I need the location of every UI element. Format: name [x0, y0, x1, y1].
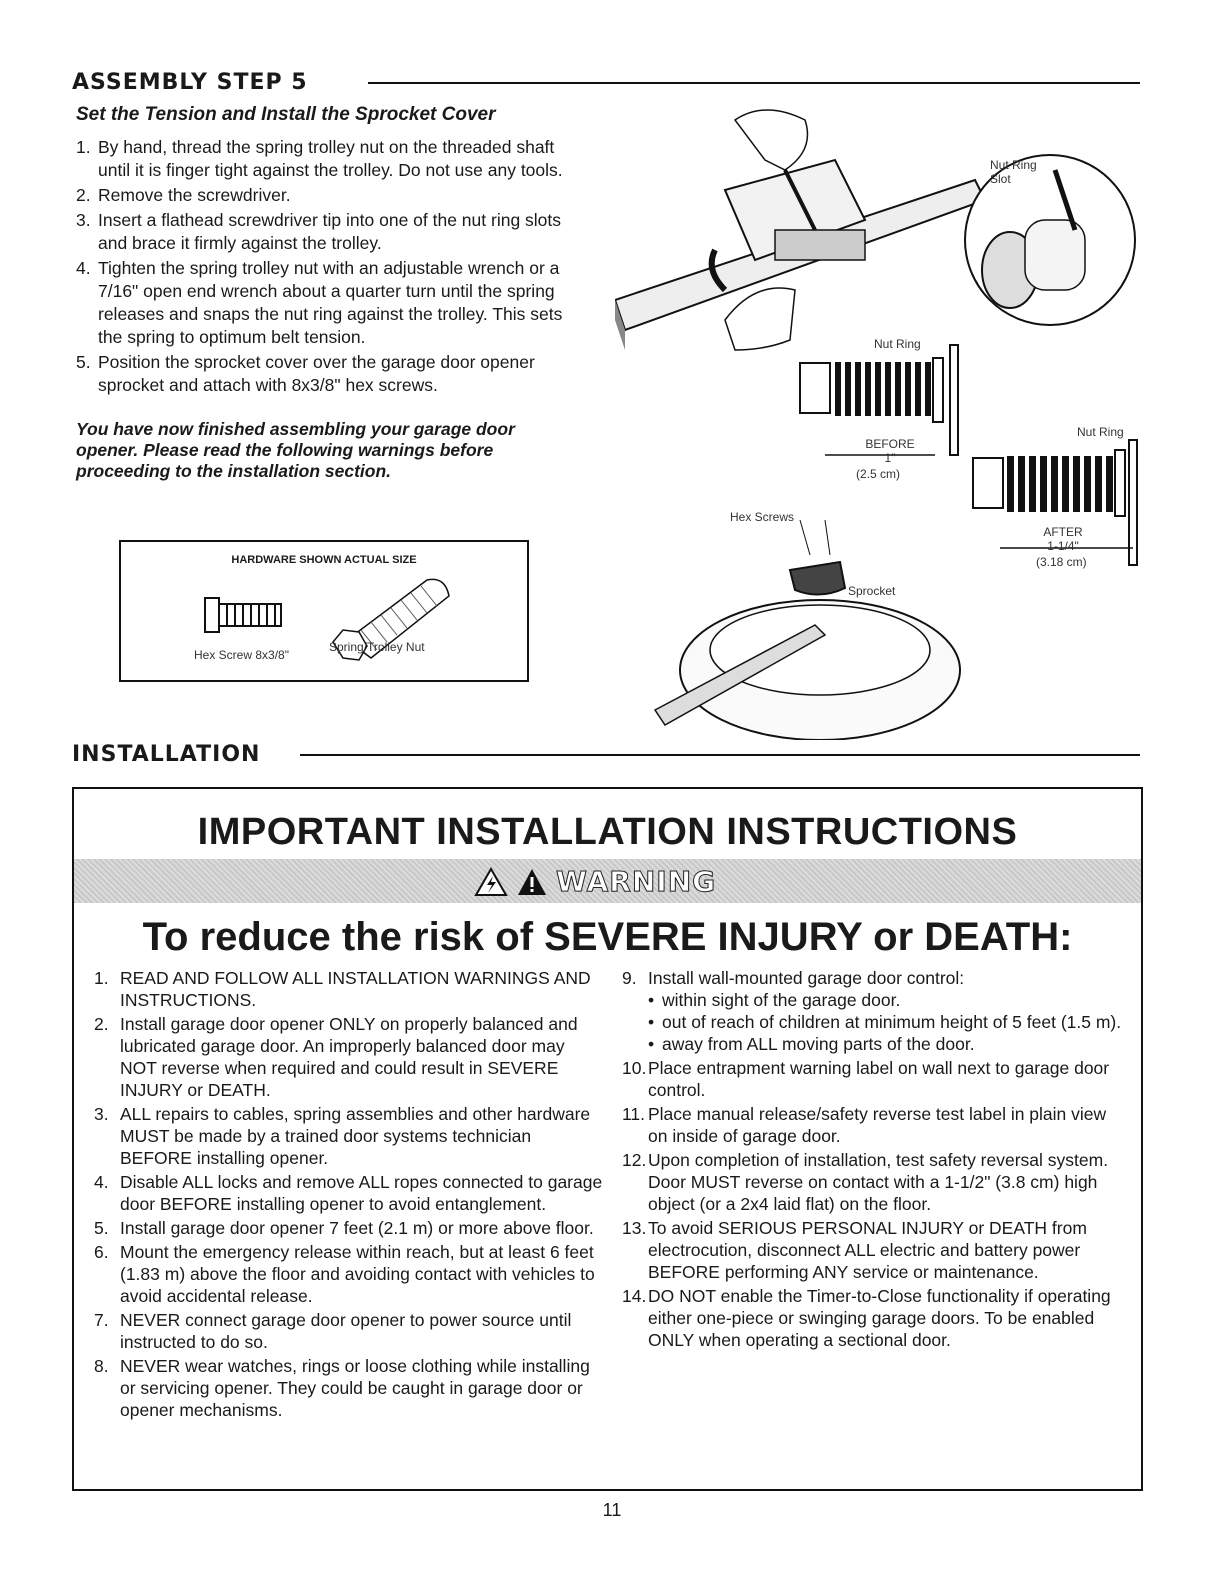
- list-item: 3. Insert a flathead screwdriver tip into one of the nut ring slots and brace it firmly against the trolley.: [76, 210, 562, 253]
- warning-word: WARNING: [556, 865, 717, 898]
- list-item: 5. Position the sprocket cover over the garage door opener sprocket and attach with 8x3/8" hex screws.: [76, 352, 535, 395]
- installation-rule: [300, 754, 1140, 756]
- sprocket-label: Sprocket: [848, 584, 896, 598]
- nut-ring-before-label: Nut Ring: [874, 337, 921, 351]
- list-item: 7. NEVER connect garage door opener to power source until instructed to do so.: [94, 1310, 572, 1352]
- warning-bar: [74, 859, 1141, 903]
- assembly-subtitle: Set the Tension and Install the Sprocket Cover: [76, 104, 496, 125]
- trolley-nut-label: Spring/Trolley Nut: [329, 640, 425, 654]
- after-metric-label: (3.18 cm): [1036, 555, 1087, 569]
- bullet-item: • away from ALL moving parts of the door.: [648, 1033, 1127, 1055]
- list-item: 9. Install wall-mounted garage door control: • within sight of the garage door. • out of reach of children at minimum height of 5 feet (1.5 m). • away from ALL moving parts of the door.: [622, 967, 1127, 1055]
- page-number: 11: [602, 1500, 622, 1520]
- hex-screws-label: Hex Screws: [730, 510, 795, 524]
- finish-note: You have now finished assembling your garage door opener. Please read the following warnings before proceeding to the installation section.: [76, 419, 515, 481]
- warning-box: [72, 787, 1143, 1491]
- list-item: 11. Place manual release/safety reverse test label in plain view on inside of garage door.: [622, 1104, 1107, 1146]
- list-item: 4. Tighten the spring trolley nut with an adjustable wrench or a 7/16" open end wrench about a quarter turn until the spring releases and snaps the nut ring against the trolley. This sets the spring to optimum belt tension.: [76, 258, 563, 347]
- trolley-nut-icon: [327, 570, 457, 670]
- risk-title: To reduce the risk of SEVERE INJURY or DEATH:: [142, 915, 1073, 959]
- list-item: 3. ALL repairs to cables, spring assemblies and other hardware MUST be made by a trained door systems technician BEFORE installing opener.: [94, 1104, 591, 1168]
- list-item: 4. Disable ALL locks and remove ALL ropes connected to garage door BEFORE installing opener to avoid entanglement.: [94, 1172, 603, 1214]
- list-item: 1. READ AND FOLLOW ALL INSTALLATION WARNINGS AND INSTRUCTIONS.: [94, 968, 591, 1010]
- hex-screw-label: Hex Screw 8x3/8": [194, 648, 289, 662]
- before-label: BEFORE 1": [865, 437, 915, 465]
- before-metric-label: (2.5 cm): [856, 467, 901, 481]
- important-title: IMPORTANT INSTALLATION INSTRUCTIONS: [197, 811, 1018, 853]
- list-item: 10. Place entrapment warning label on wall next to garage door control.: [622, 1058, 1110, 1100]
- assembly-heading: ASSEMBLY STEP 5: [72, 70, 308, 95]
- list-item: 8. NEVER wear watches, rings or loose clothing while installing or servicing opener. They could be caught in garage door or opener mechanisms.: [94, 1356, 590, 1420]
- nut-ring-slot-label: Nut Ring Slot: [990, 158, 1037, 186]
- list-item: 5. Install garage door opener 7 feet (2.1 m) or more above floor.: [94, 1218, 594, 1238]
- heading-rule: [368, 82, 1140, 84]
- assembly-illustration: [615, 100, 1145, 740]
- list-item: 13. To avoid SERIOUS PERSONAL INJURY or DEATH from electrocution, disconnect ALL electric and battery power BEFORE performing ANY service or maintenance.: [622, 1218, 1087, 1282]
- hardware-box: [119, 540, 529, 682]
- assembly-steps: [76, 136, 586, 399]
- warnings-left-list: [94, 967, 606, 1423]
- bullet-item: • within sight of the garage door.: [648, 989, 1127, 1011]
- list-item: 14. DO NOT enable the Timer-to-Close functionality if operating either one-piece or swinging garage doors. To be enabled ONLY when operating a sectional door.: [622, 1286, 1111, 1350]
- list-item: 12. Upon completion of installation, test safety reversal system. Door MUST reverse on contact with a 1-1/2" (3.8 cm) high object (or a 2x4 laid flat) on the floor.: [622, 1150, 1109, 1214]
- warning-triangle-icon: [516, 867, 548, 897]
- shock-hazard-icon: [474, 867, 508, 897]
- list-item: 2. Install garage door opener ONLY on properly balanced and lubricated garage door. An improperly balanced door may NOT reverse when required and could result in SEVERE INJURY or DEATH.: [94, 1014, 578, 1100]
- list-item: 6. Mount the emergency release within reach, but at least 6 feet (1.83 m) above the floor and avoiding contact with vehicles to avoid accidental release.: [94, 1242, 595, 1306]
- bullet-item: • out of reach of children at minimum height of 5 feet (1.5 m).: [648, 1011, 1127, 1033]
- hardware-title: HARDWARE SHOWN ACTUAL SIZE: [231, 554, 417, 566]
- warnings-right-list: [622, 967, 1127, 1353]
- after-label: AFTER 1-1/4": [1043, 525, 1083, 553]
- list-item: 2. Remove the screwdriver.: [76, 185, 291, 205]
- installation-heading: INSTALLATION: [72, 742, 261, 767]
- list-item: 1. By hand, thread the spring trolley nut on the threaded shaft until it is finger tight against the trolley. Do not use any tools.: [76, 137, 563, 180]
- hex-screw-icon: [203, 592, 293, 642]
- nut-ring-after-label: Nut Ring: [1077, 425, 1124, 439]
